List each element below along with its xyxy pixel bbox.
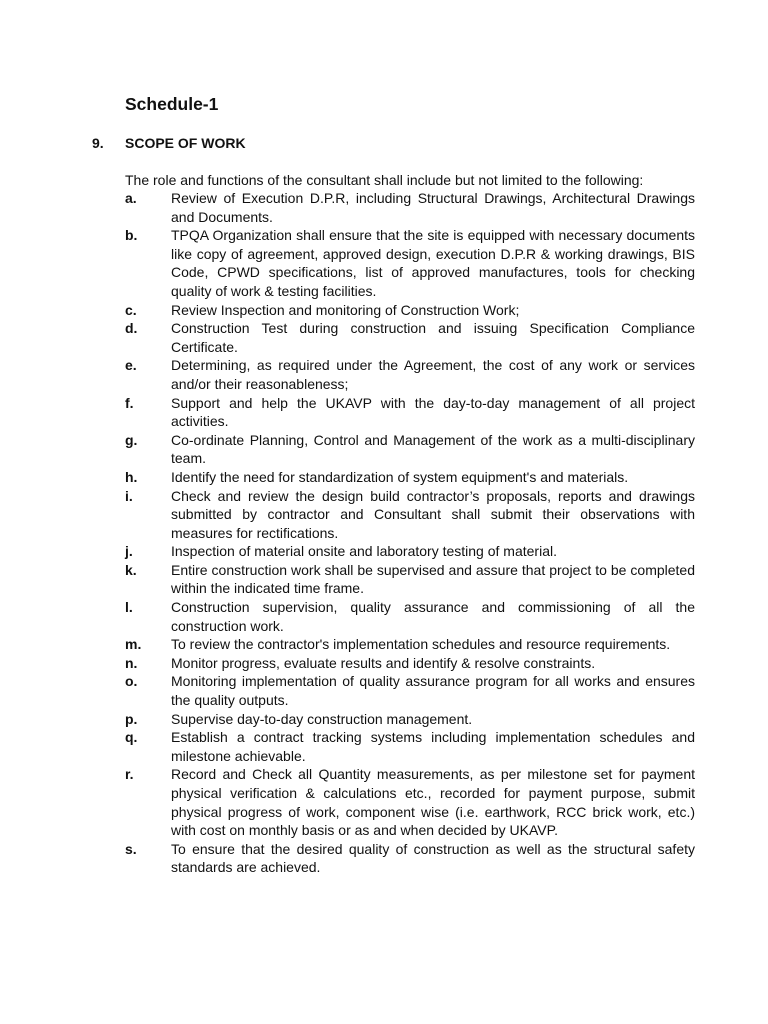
item-text: Identify the need for standardization of system equipment's and materials. <box>171 468 629 485</box>
item-text: TPQA Organization shall ensure that the site is equipped with necessary documents like copy of agreement, approved design, execution D.P.R & working drawings, BIS Code, CPWD specifications, list of approved manufactures, tools for checking quality of work & testing facilities. <box>171 227 695 299</box>
item-letter: d. <box>125 320 138 337</box>
item-letter: c. <box>125 301 137 318</box>
scope-item-g <box>125 431 695 468</box>
scope-item-f <box>125 394 695 431</box>
item-letter: b. <box>125 227 138 244</box>
item-text: To ensure that the desired quality of construction as well as the structural safety standards are achieved. <box>171 840 695 876</box>
scope-item-r <box>125 765 695 839</box>
intro-paragraph: The role and functions of the consultant shall include but not limited to the following: <box>125 172 644 188</box>
scope-item-l <box>125 598 695 635</box>
item-letter: k. <box>125 561 137 578</box>
item-letter: e. <box>125 357 137 374</box>
item-letter: s. <box>125 840 137 857</box>
item-letter: g. <box>125 431 138 448</box>
scope-item-s <box>125 840 695 877</box>
item-text: Monitor progress, evaluate results and identify & resolve constraints. <box>171 654 596 671</box>
item-text: Establish a contract tracking systems including implementation schedules and milestone achievable. <box>171 729 695 764</box>
item-letter: m. <box>125 636 142 653</box>
scope-item-b <box>125 226 695 300</box>
scope-item-h <box>125 468 695 487</box>
item-letter: h. <box>125 468 138 485</box>
item-text: Determining, as required under the Agreement, the cost of any work or services and/or their reasonableness; <box>171 357 695 392</box>
section-heading: SCOPE OF WORK <box>125 135 246 151</box>
scope-item-c <box>125 301 695 320</box>
item-letter: q. <box>125 729 138 746</box>
scope-item-q <box>125 728 695 765</box>
section-number: 9. <box>92 135 104 151</box>
item-text: Co-ordinate Planning, Control and Management of the work as a multi-disciplinary team. <box>171 431 695 467</box>
scope-item-d <box>125 319 695 356</box>
scope-item-n <box>125 654 695 673</box>
scope-item-m <box>125 635 695 654</box>
scope-item-p <box>125 710 695 729</box>
scope-item-k <box>125 561 695 598</box>
item-letter: l. <box>125 599 133 616</box>
item-letter: p. <box>125 710 138 727</box>
item-text: Construction supervision, quality assurance and commissioning of all the construction work. <box>171 599 695 634</box>
scope-item-j <box>125 542 695 561</box>
item-text: Inspection of material onsite and laboratory testing of material. <box>171 543 557 560</box>
scope-item-i <box>125 487 695 543</box>
item-letter: f. <box>125 394 134 411</box>
scope-item-o <box>125 672 695 709</box>
item-letter: o. <box>125 673 138 690</box>
item-text: Check and review the design build contractor’s proposals, reports and drawings submitted by contractor and Consultant shall submit their observations with measures for rectifications. <box>171 487 695 541</box>
item-text: Review Inspection and monitoring of Construction Work; <box>171 301 520 318</box>
item-text: Record and Check all Quantity measurements, as per milestone set for payment physical verification & calculations etc., recorded for payment purpose, submit physical progress of work, component wise (i.e. earthwork, RCC brick work, etc.) with cost on monthly basis or as and when decided by UKAVP. <box>171 766 695 839</box>
item-letter: n. <box>125 654 138 671</box>
item-text: Entire construction work shall be supervised and assure that project to be completed within the indicated time frame. <box>171 561 695 597</box>
item-text: Monitoring implementation of quality assurance program for all works and ensures the quality outputs. <box>171 673 695 709</box>
scope-item-e <box>125 356 695 393</box>
item-text: Supervise day-to-day construction management. <box>171 710 473 727</box>
item-text: Support and help the UKAVP with the day-to-day management of all project activities. <box>171 394 695 430</box>
item-letter: a. <box>125 190 137 206</box>
item-letter: j. <box>125 543 133 560</box>
item-text: Review of Execution D.P.R, including Structural Drawings, Architectural Drawings and Documents. <box>171 190 695 225</box>
item-text: Construction Test during construction and issuing Specification Compliance Certificate. <box>171 320 695 355</box>
item-letter: i. <box>125 487 133 504</box>
item-letter: r. <box>125 766 134 783</box>
schedule-title: Schedule-1 <box>125 94 219 114</box>
scope-item-list <box>125 189 695 877</box>
scope-item-a <box>125 189 695 226</box>
item-text: To review the contractor's implementation schedules and resource requirements. <box>171 636 671 653</box>
